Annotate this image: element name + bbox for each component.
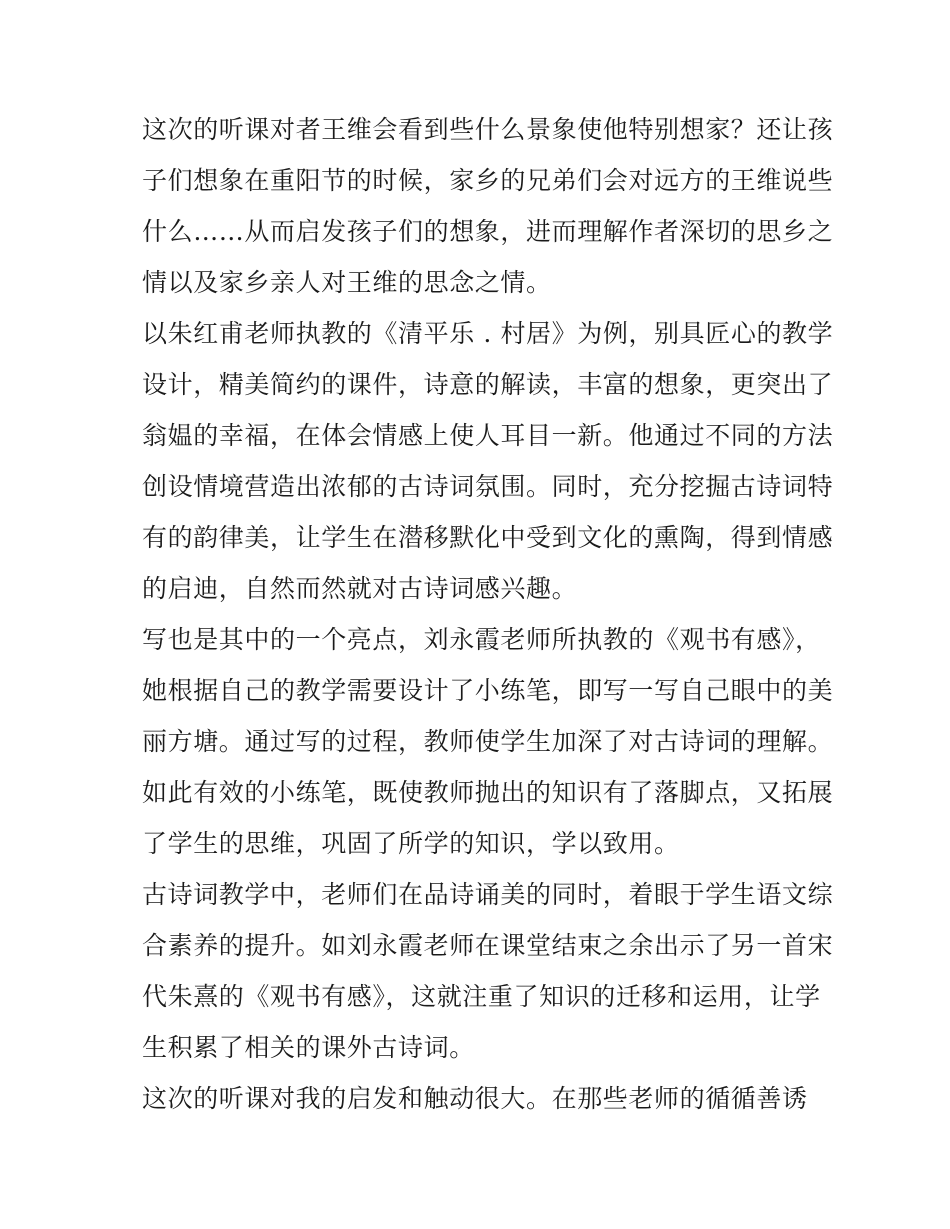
paragraph-2 xyxy=(142,308,834,614)
document-body xyxy=(142,104,834,1124)
text-line: 如此有效的小练笔，既使教师抛出的知识有了落脚点，又拓展 xyxy=(142,778,834,807)
text-line: 创设情境营造出浓郁的古诗词氛围。同时，充分挖掘古诗词特 xyxy=(142,472,834,501)
paragraph-3 xyxy=(142,614,834,869)
text-line: 设计，精美简约的课件，诗意的解读，丰富的想象，更突出了 xyxy=(142,370,834,399)
text-line: 翁媪的幸福，在体会情感上使人耳目一新。他通过不同的方法 xyxy=(142,421,834,450)
text-line: 的启迪，自然而然就对古诗词感兴趣。 xyxy=(142,574,578,603)
text-line: 生积累了相关的课外古诗词。 xyxy=(142,1033,475,1062)
text-line: 了学生的思维，巩固了所学的知识，学以致用。 xyxy=(142,829,680,858)
text-line: 情以及家乡亲人对王维的思念之情。 xyxy=(142,268,552,297)
text-line: 古诗词教学中，老师们在品诗诵美的同时，着眼于学生语文综 xyxy=(142,880,834,909)
text-line: 写也是其中的一个亮点，刘永霞老师所执教的《观书有感》， xyxy=(142,625,821,654)
text-line: 这次的听课对者王维会看到些什么景象使他特别想家？还让孩 xyxy=(142,115,834,144)
text-line: 子们想象在重阳节的时候，家乡的兄弟们会对远方的王维说些 xyxy=(142,166,834,195)
text-line: 什么……从而启发孩子们的想象，进而理解作者深切的思乡之 xyxy=(142,217,834,246)
text-line: 有的韵律美，让学生在潜移默化中受到文化的熏陶，得到情感 xyxy=(142,523,834,552)
text-line: 丽方塘。通过写的过程，教师使学生加深了对古诗词的理解。 xyxy=(142,727,834,756)
text-line: 合素养的提升。如刘永霞老师在课堂结束之余出示了另一首宋 xyxy=(142,931,834,960)
paragraph-4 xyxy=(142,869,834,1073)
text-line: 以朱红甫老师执教的《清平乐 . 村居》为例，别具匠心的教学 xyxy=(142,319,834,348)
text-line: 她根据自己的教学需要设计了小练笔，即写一写自己眼中的美 xyxy=(142,676,834,705)
paragraph-5 xyxy=(142,1073,822,1124)
text-line: 这次的听课对我的启发和触动很大。在那些老师的循循善诱 xyxy=(142,1084,808,1113)
paragraph-1 xyxy=(142,104,834,308)
text-line: 代朱熹的《观书有感》，这就注重了知识的迁移和运用，让学 xyxy=(142,982,821,1011)
